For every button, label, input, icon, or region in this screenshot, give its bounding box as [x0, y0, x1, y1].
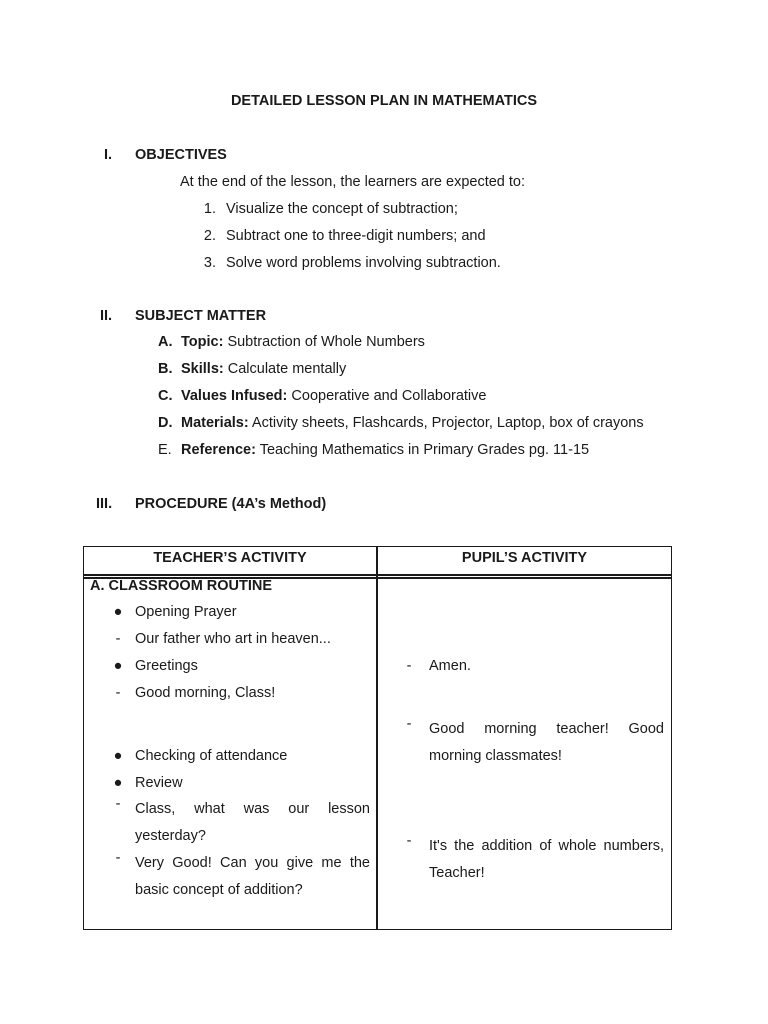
subject-item-materials — [181, 415, 644, 431]
subject-label: Materials: — [181, 415, 249, 431]
subject-letter: E. — [158, 442, 172, 458]
section-number-procedure: III. — [96, 496, 113, 512]
table-section-label: A. CLASSROOM ROUTINE — [90, 578, 273, 594]
objective-number: 2. — [203, 228, 216, 244]
teacher-item: Checking of attendance — [135, 748, 288, 764]
bullet-marker: ● — [113, 604, 123, 620]
objective-number: 3. — [203, 255, 216, 271]
subject-value: Activity sheets, Flashcards, Projector, Laptop, box of crayons — [248, 415, 644, 431]
document-title: DETAILED LESSON PLAN IN MATHEMATICS — [230, 93, 538, 109]
subject-label: Reference: — [181, 442, 256, 458]
teacher-item: Our father who art in heaven... — [135, 631, 331, 647]
subject-letter: C. — [158, 388, 173, 404]
subject-value: Cooperative and Collaborative — [287, 388, 487, 404]
section-heading-subject-matter: SUBJECT MATTER — [135, 308, 267, 324]
teacher-item: Greetings — [135, 658, 198, 674]
bullet-marker: ● — [113, 748, 123, 764]
dash-marker: - — [406, 833, 412, 849]
objectives-intro: At the end of the lesson, the learners are expected to: — [180, 174, 525, 190]
table-header-teacher: TEACHER’S ACTIVITY — [153, 550, 307, 566]
objective-number: 1. — [203, 201, 216, 217]
subject-label: Topic: — [181, 334, 224, 350]
subject-item-topic — [181, 334, 425, 350]
table-header-pupil: PUPIL’S ACTIVITY — [461, 550, 588, 566]
objective-item: Solve word problems involving subtraction. — [226, 255, 501, 271]
objective-item: Subtract one to three-digit numbers; and — [226, 228, 486, 244]
subject-letter: A. — [158, 334, 173, 350]
dash-marker: - — [115, 850, 121, 866]
dash-marker: - — [115, 631, 121, 647]
bullet-marker: ● — [113, 775, 123, 791]
bullet-marker: ● — [113, 658, 123, 674]
table-column-divider — [376, 546, 378, 930]
dash-marker: - — [406, 658, 412, 674]
pupil-item: Good morning teacher! Good morning classmates! — [429, 721, 664, 764]
section-heading-procedure: PROCEDURE (4A’s Method) — [135, 496, 327, 512]
section-number-objectives: I. — [104, 147, 113, 163]
subject-label: Skills: — [181, 361, 224, 377]
dash-marker: - — [115, 796, 121, 812]
teacher-item: Very Good! Can you give me the basic concept of addition? — [135, 855, 370, 898]
subject-value: Teaching Mathematics in Primary Grades pg. 11-15 — [255, 442, 590, 458]
objective-item: Visualize the concept of subtraction; — [226, 201, 458, 217]
subject-item-values — [181, 388, 486, 404]
teacher-item: Good morning, Class! — [135, 685, 276, 701]
subject-letter: D. — [158, 415, 173, 431]
subject-letter: B. — [158, 361, 173, 377]
pupil-item: It's the addition of whole numbers, Teacher! — [429, 838, 664, 881]
subject-value: Subtraction of Whole Numbers — [223, 334, 425, 350]
subject-label: Values Infused: — [181, 388, 288, 404]
section-heading-objectives: OBJECTIVES — [135, 147, 227, 163]
subject-item-reference — [181, 442, 589, 458]
dash-marker: - — [406, 716, 412, 732]
subject-item-skills — [181, 361, 346, 377]
teacher-item: Class, what was our lesson yesterday? — [135, 801, 370, 844]
subject-value: Calculate mentally — [223, 361, 347, 377]
pupil-item: Amen. — [429, 658, 471, 674]
section-number-subject-matter: II. — [100, 308, 113, 324]
table-header-divider — [83, 574, 672, 576]
teacher-item: Opening Prayer — [135, 604, 237, 620]
teacher-item: Review — [135, 775, 183, 791]
dash-marker: - — [115, 685, 121, 701]
